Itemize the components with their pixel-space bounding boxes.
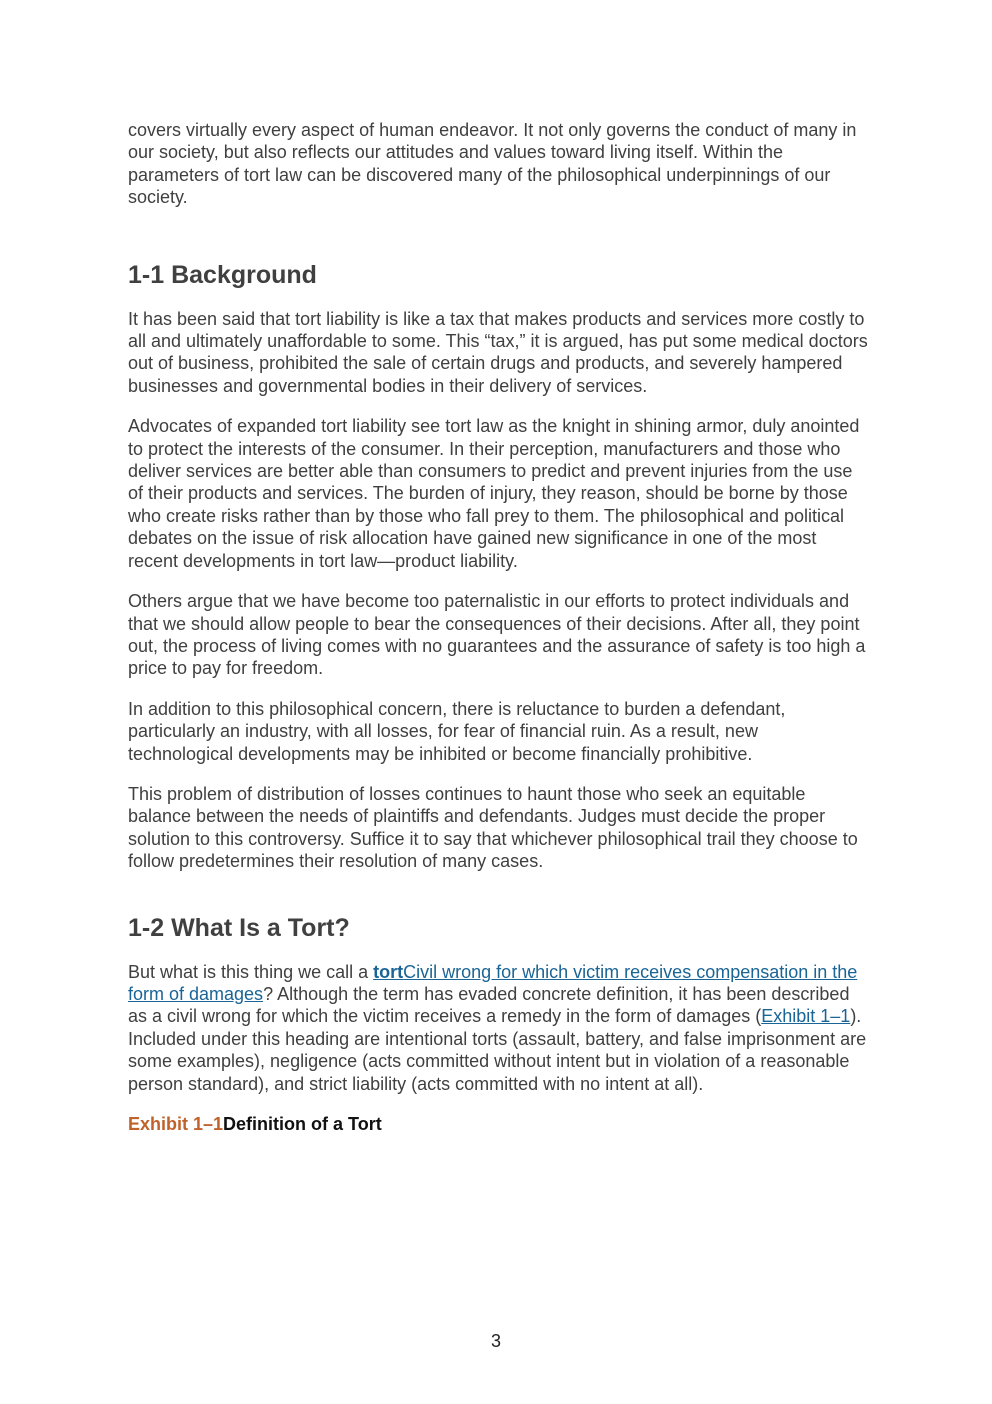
intro-paragraph: covers virtually every aspect of human endeavor. It not only governs the conduct of many in our society, but also reflects our attitudes and values toward living itself. Within the parameters of tort law can be discovered many of the philosophical underpinnings of our society. — [128, 120, 857, 208]
section-heading-what-is-a-tort: 1-2 What Is a Tort? — [128, 913, 350, 942]
background-paragraph-1: It has been said that tort liability is like a tax that makes products and services more costly to all and ultimately unaffordable to some. This “tax,” it is argued, has put some medical doctors out of business, prohibited the sale of certain drugs and products, and severely hampered businesses and governmental bodies in their delivery of services. — [128, 308, 868, 396]
glossary-term: tort — [373, 961, 404, 982]
exhibit-number: Exhibit 1–1 — [128, 1114, 224, 1134]
section-heading-background: 1-1 Background — [128, 260, 317, 289]
exhibit-caption — [128, 1113, 868, 1135]
background-paragraph-3: Others argue that we have become too paternalistic in our efforts to protect individuals and that we should allow people to bear the consequences of their decisions. After all, they point out, the process of living comes with no guarantees and the assurance of safety is too high a price to pay for freedom. — [128, 591, 866, 679]
background-paragraph-5: This problem of distribution of losses continues to haunt those who seek an equitable balance between the needs of plaintiffs and defendants. Judges must decide the proper solution to this controversy. Suffice it to say that whichever philosophical trail they choose to follow predetermines their resolution of many cases. — [128, 783, 858, 872]
what-closing-text: ). Included under this heading are intentional torts (assault, battery, and false imprisonment are some examples), negligence (acts committed without intent but in violation of a reasonable person standard), and strict liability (acts committed with no intent at all). — [128, 1006, 867, 1094]
page-content — [128, 119, 868, 1135]
exhibit-title: Definition of a Tort — [223, 1114, 382, 1134]
what-lead-text: But what is this thing we call a — [128, 961, 374, 982]
glossary-definition: Civil wrong for which victim receives compensation in the form of damages — [128, 961, 858, 1004]
what-body-text: ? Although the term has evaded concrete definition, it has been described as a civil wrong for which the victim receives a remedy in the form of damages ( — [128, 983, 850, 1027]
background-paragraph-2: Advocates of expanded tort liability see tort law as the knight in shining armor, duly anointed to protect the interests of the consumer. In their perception, manufacturers and those who deliver services are better able than consumers to predict and prevent injuries from the use of their products and services. The burden of injury, they reason, should be borne by those who create risks rather than by those who fall prey to them. The philosophical and political debates on the issue of risk allocation have gained new significance in one of the most recent developments in tort law—product liability. — [128, 416, 860, 571]
page-number: 3 — [490, 1331, 501, 1351]
exhibit-link[interactable]: Exhibit 1–1 — [761, 1006, 851, 1027]
what-is-a-tort-paragraph — [128, 961, 868, 1095]
background-paragraph-4: In addition to this philosophical concern, there is reluctance to burden a defendant, particularly an industry, with all losses, for fear of financial ruin. As a result, new technological developments may be inhibited or become financially prohibitive. — [128, 698, 786, 764]
